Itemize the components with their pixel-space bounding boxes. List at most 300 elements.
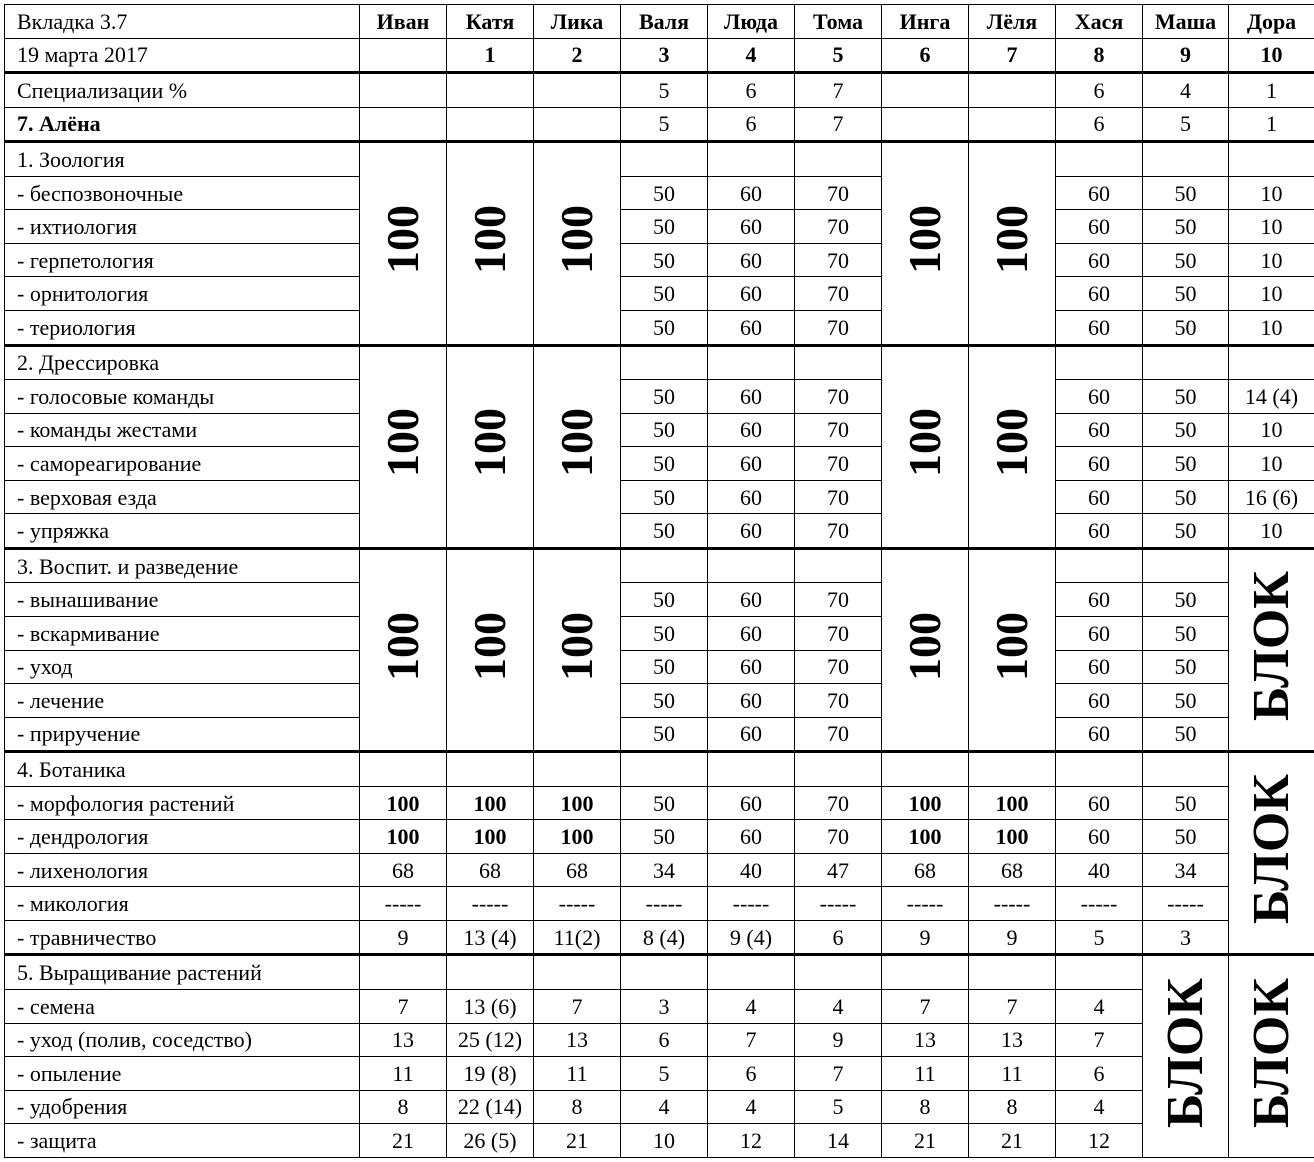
- header-name: Катя: [447, 5, 534, 39]
- cell: 50: [1143, 650, 1229, 684]
- cell: 6: [621, 1023, 708, 1057]
- row-label: - лечение: [5, 684, 360, 718]
- table-row: [5, 310, 1314, 345]
- cell: 100: [534, 820, 621, 854]
- row-label: - дендрология: [5, 820, 360, 854]
- row-label: - уход (полив, соседство): [5, 1023, 360, 1057]
- cell: 50: [1143, 820, 1229, 854]
- cell: 70: [795, 514, 882, 549]
- header-name: Лика: [534, 5, 621, 39]
- cell: [447, 73, 534, 108]
- cell: 10: [1229, 210, 1314, 244]
- row-label: - голосовые команды: [5, 380, 360, 414]
- cell: 70: [795, 480, 882, 514]
- cell: 60: [1056, 717, 1143, 752]
- table-row: [5, 990, 1314, 1024]
- cell: 50: [621, 684, 708, 718]
- merged-cell-lelya: 100: [969, 548, 1056, 751]
- cell: 60: [708, 820, 795, 854]
- cell: 6: [708, 1057, 795, 1091]
- cell: -----: [534, 887, 621, 921]
- cell: 7: [708, 1023, 795, 1057]
- row-label: - команды жестами: [5, 413, 360, 447]
- row-label: - териология: [5, 310, 360, 345]
- cell: -----: [708, 887, 795, 921]
- cell: 11: [882, 1057, 969, 1091]
- cell: 11: [534, 1057, 621, 1091]
- cell: 50: [1143, 684, 1229, 718]
- header-number: [360, 38, 447, 73]
- cell: 60: [708, 380, 795, 414]
- cell: [621, 548, 708, 583]
- cell: 60: [708, 413, 795, 447]
- cell: [1056, 345, 1143, 380]
- cell: 10: [621, 1124, 708, 1158]
- row-label: Специализации %: [5, 73, 360, 108]
- cell: 25 (12): [447, 1023, 534, 1057]
- section-header-zoology: [5, 142, 1314, 177]
- cell: 6: [708, 107, 795, 142]
- cell: 11: [969, 1057, 1056, 1091]
- table-row: [5, 380, 1314, 414]
- cell: 60: [708, 786, 795, 820]
- cell: 7: [795, 1057, 882, 1091]
- merged-cell-katya: 100: [447, 548, 534, 751]
- table-row: [5, 514, 1314, 549]
- cell: [708, 752, 795, 787]
- merged-cell-lelya: 100: [969, 142, 1056, 345]
- cell: 70: [795, 684, 882, 718]
- cell: [534, 752, 621, 787]
- cell: [969, 107, 1056, 142]
- row-label: - уход: [5, 650, 360, 684]
- section-title: 4. Ботаника: [5, 752, 360, 787]
- cell: 7: [1056, 1023, 1143, 1057]
- header-name: Дора: [1229, 5, 1314, 39]
- cell: [1056, 955, 1143, 990]
- cell: 5: [621, 73, 708, 108]
- cell: 26 (5): [447, 1124, 534, 1158]
- cell: 60: [708, 310, 795, 345]
- cell: 100: [360, 786, 447, 820]
- row-label: - опыление: [5, 1057, 360, 1091]
- cell: 100: [360, 820, 447, 854]
- cell: 10: [1229, 277, 1314, 311]
- cell: [969, 73, 1056, 108]
- cell: -----: [621, 887, 708, 921]
- cell: [621, 345, 708, 380]
- cell: 60: [708, 684, 795, 718]
- cell: 70: [795, 210, 882, 244]
- cell: 9: [969, 920, 1056, 955]
- header-number: 5: [795, 38, 882, 73]
- cell: 6: [1056, 1057, 1143, 1091]
- cell: [360, 73, 447, 108]
- cell: 50: [621, 243, 708, 277]
- cell: 68: [969, 853, 1056, 887]
- cell: 60: [1056, 514, 1143, 549]
- cell: 70: [795, 616, 882, 650]
- row-label: - лихенология: [5, 853, 360, 887]
- cell: [795, 142, 882, 177]
- cell: [795, 548, 882, 583]
- table-row: [5, 1124, 1314, 1158]
- cell: [882, 73, 969, 108]
- cell: 10: [1229, 413, 1314, 447]
- cell: 1: [1229, 107, 1314, 142]
- table-row: [5, 277, 1314, 311]
- cell: 21: [969, 1124, 1056, 1158]
- sheet-date: 19 марта 2017: [5, 38, 360, 73]
- cell: -----: [360, 887, 447, 921]
- header-name: Люда: [708, 5, 795, 39]
- cell: 68: [882, 853, 969, 887]
- cell: 50: [621, 277, 708, 311]
- cell: 70: [795, 650, 882, 684]
- header-row-names: [5, 5, 1314, 39]
- merged-cell-lika: 100: [534, 548, 621, 751]
- block-cell-masha: БЛОК: [1143, 955, 1229, 1158]
- cell: 9: [360, 920, 447, 955]
- cell: 60: [1056, 616, 1143, 650]
- cell: 16 (6): [1229, 480, 1314, 514]
- cell: [360, 955, 447, 990]
- table-row: [5, 684, 1314, 718]
- cell: 60: [1056, 480, 1143, 514]
- cell: [534, 107, 621, 142]
- cell: 60: [1056, 243, 1143, 277]
- cell: 5: [1056, 920, 1143, 955]
- cell: 4: [708, 1090, 795, 1124]
- cell: 10: [1229, 447, 1314, 481]
- header-number: 10: [1229, 38, 1314, 73]
- alena-row: [5, 107, 1314, 142]
- cell: 60: [1056, 447, 1143, 481]
- cell: 34: [1143, 853, 1229, 887]
- row-label: - орнитология: [5, 277, 360, 311]
- cell: 13 (4): [447, 920, 534, 955]
- cell: 50: [621, 786, 708, 820]
- cell: 70: [795, 380, 882, 414]
- cell: 70: [795, 277, 882, 311]
- header-number: 9: [1143, 38, 1229, 73]
- table-row: [5, 1090, 1314, 1124]
- header-number: 4: [708, 38, 795, 73]
- specialization-table: [4, 4, 1314, 1158]
- cell: [1143, 345, 1229, 380]
- cell: 70: [795, 310, 882, 345]
- row-label: - травничество: [5, 920, 360, 955]
- header-name: Инга: [882, 5, 969, 39]
- header-number: 6: [882, 38, 969, 73]
- cell: [1056, 752, 1143, 787]
- cell: 70: [795, 583, 882, 617]
- table-row: [5, 853, 1314, 887]
- table-row: [5, 717, 1314, 752]
- row-label: - вынашивание: [5, 583, 360, 617]
- cell: 70: [795, 176, 882, 210]
- cell: 50: [621, 717, 708, 752]
- cell: 50: [1143, 413, 1229, 447]
- header-name: Тома: [795, 5, 882, 39]
- cell: 21: [882, 1124, 969, 1158]
- header-number: 1: [447, 38, 534, 73]
- cell: 60: [1056, 310, 1143, 345]
- cell: [969, 955, 1056, 990]
- cell: [621, 142, 708, 177]
- cell: 5: [1143, 107, 1229, 142]
- cell: 7: [534, 990, 621, 1024]
- cell: 7: [360, 990, 447, 1024]
- row-label: - самореагирование: [5, 447, 360, 481]
- cell: 50: [1143, 717, 1229, 752]
- header-number: 7: [969, 38, 1056, 73]
- cell: 8: [969, 1090, 1056, 1124]
- header-name: Иван: [360, 5, 447, 39]
- section-title: 3. Воспит. и разведение: [5, 548, 360, 583]
- cell: 60: [708, 176, 795, 210]
- section-header-botany: [5, 752, 1314, 787]
- cell: [1143, 142, 1229, 177]
- row-label: - герпетология: [5, 243, 360, 277]
- merged-cell-lika: 100: [534, 142, 621, 345]
- cell: 100: [882, 820, 969, 854]
- cell: 60: [1056, 786, 1143, 820]
- cell: 50: [621, 650, 708, 684]
- cell: [1056, 548, 1143, 583]
- cell: 70: [795, 786, 882, 820]
- cell: 7: [969, 990, 1056, 1024]
- cell: 50: [1143, 447, 1229, 481]
- section-title: 2. Дрессировка: [5, 345, 360, 380]
- table-row: [5, 176, 1314, 210]
- cell: 50: [621, 413, 708, 447]
- section-header-breeding: [5, 548, 1314, 583]
- cell: 11: [360, 1057, 447, 1091]
- cell: 50: [621, 583, 708, 617]
- cell: [360, 752, 447, 787]
- cell: 50: [1143, 277, 1229, 311]
- cell: 70: [795, 820, 882, 854]
- row-label: - упряжка: [5, 514, 360, 549]
- cell: -----: [795, 887, 882, 921]
- cell: 60: [708, 514, 795, 549]
- cell: 50: [1143, 616, 1229, 650]
- section-header-growing: [5, 955, 1314, 990]
- cell: 60: [708, 447, 795, 481]
- cell: [1143, 548, 1229, 583]
- cell: 50: [621, 514, 708, 549]
- cell: 4: [1056, 1090, 1143, 1124]
- cell: 21: [534, 1124, 621, 1158]
- cell: 60: [1056, 413, 1143, 447]
- cell: [795, 752, 882, 787]
- cell: 6: [708, 73, 795, 108]
- merged-cell-katya: 100: [447, 142, 534, 345]
- cell: 13 (6): [447, 990, 534, 1024]
- cell: [882, 752, 969, 787]
- merged-cell-inga: 100: [882, 548, 969, 751]
- cell: 50: [621, 210, 708, 244]
- spec-row: [5, 73, 1314, 108]
- cell: 13: [360, 1023, 447, 1057]
- header-number: 3: [621, 38, 708, 73]
- table-row: [5, 616, 1314, 650]
- table-row: [5, 1057, 1314, 1091]
- cell: 47: [795, 853, 882, 887]
- cell: [969, 752, 1056, 787]
- cell: 7: [882, 990, 969, 1024]
- merged-cell-lelya: 100: [969, 345, 1056, 548]
- cell: 9 (4): [708, 920, 795, 955]
- cell: 60: [708, 616, 795, 650]
- cell: 60: [1056, 277, 1143, 311]
- cell: 5: [795, 1090, 882, 1124]
- cell: 100: [969, 820, 1056, 854]
- cell: 60: [1056, 650, 1143, 684]
- cell: 13: [882, 1023, 969, 1057]
- table-row: [5, 210, 1314, 244]
- table-row: [5, 447, 1314, 481]
- cell: [621, 955, 708, 990]
- row-label: 7. Алёна: [5, 107, 360, 142]
- cell: 12: [1056, 1124, 1143, 1158]
- cell: 10: [1229, 514, 1314, 549]
- cell: [795, 345, 882, 380]
- cell: [621, 752, 708, 787]
- cell: -----: [1143, 887, 1229, 921]
- cell: 50: [1143, 210, 1229, 244]
- cell: 60: [708, 717, 795, 752]
- cell: 70: [795, 717, 882, 752]
- row-label: - беспозвоночные: [5, 176, 360, 210]
- cell: 6: [795, 920, 882, 955]
- sheet-title: Вкладка 3.7: [5, 5, 360, 39]
- cell: [708, 548, 795, 583]
- cell: 60: [1056, 583, 1143, 617]
- header-name: Валя: [621, 5, 708, 39]
- cell: [534, 73, 621, 108]
- cell: 100: [447, 820, 534, 854]
- cell: 22 (14): [447, 1090, 534, 1124]
- cell: 68: [447, 853, 534, 887]
- cell: 60: [1056, 176, 1143, 210]
- cell: 21: [360, 1124, 447, 1158]
- header-name: Хася: [1056, 5, 1143, 39]
- merged-cell-katya: 100: [447, 345, 534, 548]
- row-label: - морфология растений: [5, 786, 360, 820]
- cell: 10: [1229, 176, 1314, 210]
- cell: 60: [708, 650, 795, 684]
- row-label: - микология: [5, 887, 360, 921]
- cell: 60: [1056, 820, 1143, 854]
- cell: [447, 955, 534, 990]
- cell: 10: [1229, 310, 1314, 345]
- cell: [708, 345, 795, 380]
- block-cell-dora: БЛОК: [1229, 548, 1314, 751]
- cell: 8: [534, 1090, 621, 1124]
- cell: 9: [795, 1023, 882, 1057]
- cell: [1229, 142, 1314, 177]
- cell: 70: [795, 243, 882, 277]
- block-cell-dora: БЛОК: [1229, 752, 1314, 955]
- cell: 13: [534, 1023, 621, 1057]
- cell: 14 (4): [1229, 380, 1314, 414]
- table-row: [5, 480, 1314, 514]
- cell: 70: [795, 413, 882, 447]
- cell: 68: [360, 853, 447, 887]
- cell: 4: [1143, 73, 1229, 108]
- cell: 5: [621, 107, 708, 142]
- cell: 60: [708, 583, 795, 617]
- cell: [1143, 752, 1229, 787]
- cell: 40: [1056, 853, 1143, 887]
- table-row: [5, 1023, 1314, 1057]
- cell: 8: [882, 1090, 969, 1124]
- table-row: [5, 413, 1314, 447]
- cell: 68: [534, 853, 621, 887]
- cell: 60: [708, 480, 795, 514]
- cell: -----: [882, 887, 969, 921]
- cell: 7: [795, 73, 882, 108]
- cell: 34: [621, 853, 708, 887]
- cell: [360, 107, 447, 142]
- cell: 100: [969, 786, 1056, 820]
- cell: 50: [1143, 786, 1229, 820]
- table-row: [5, 786, 1314, 820]
- cell: 1: [1229, 73, 1314, 108]
- cell: [708, 955, 795, 990]
- header-name: Маша: [1143, 5, 1229, 39]
- merged-cell-lika: 100: [534, 345, 621, 548]
- cell: -----: [447, 887, 534, 921]
- cell: 4: [621, 1090, 708, 1124]
- header-number: 2: [534, 38, 621, 73]
- cell: 50: [621, 310, 708, 345]
- cell: 50: [621, 480, 708, 514]
- cell: 70: [795, 447, 882, 481]
- header-row-numbers: [5, 38, 1314, 73]
- cell: 5: [621, 1057, 708, 1091]
- table-row: [5, 820, 1314, 854]
- cell: 13: [969, 1023, 1056, 1057]
- cell: [1056, 142, 1143, 177]
- cell: 3: [621, 990, 708, 1024]
- cell: [534, 955, 621, 990]
- cell: 14: [795, 1124, 882, 1158]
- cell: 3: [1143, 920, 1229, 955]
- cell: 7: [795, 107, 882, 142]
- cell: 100: [534, 786, 621, 820]
- section-title: 1. Зоология: [5, 142, 360, 177]
- cell: 60: [708, 243, 795, 277]
- cell: 50: [1143, 583, 1229, 617]
- merged-cell-ivan: 100: [360, 142, 447, 345]
- section-title: 5. Выращивание растений: [5, 955, 360, 990]
- cell: 50: [621, 176, 708, 210]
- cell: 50: [621, 380, 708, 414]
- cell: 50: [621, 616, 708, 650]
- cell: [1229, 345, 1314, 380]
- merged-cell-ivan: 100: [360, 548, 447, 751]
- cell: 60: [1056, 210, 1143, 244]
- cell: 50: [1143, 480, 1229, 514]
- merged-cell-inga: 100: [882, 345, 969, 548]
- cell: 6: [1056, 73, 1143, 108]
- table-row: [5, 920, 1314, 955]
- cell: 50: [1143, 176, 1229, 210]
- row-label: - удобрения: [5, 1090, 360, 1124]
